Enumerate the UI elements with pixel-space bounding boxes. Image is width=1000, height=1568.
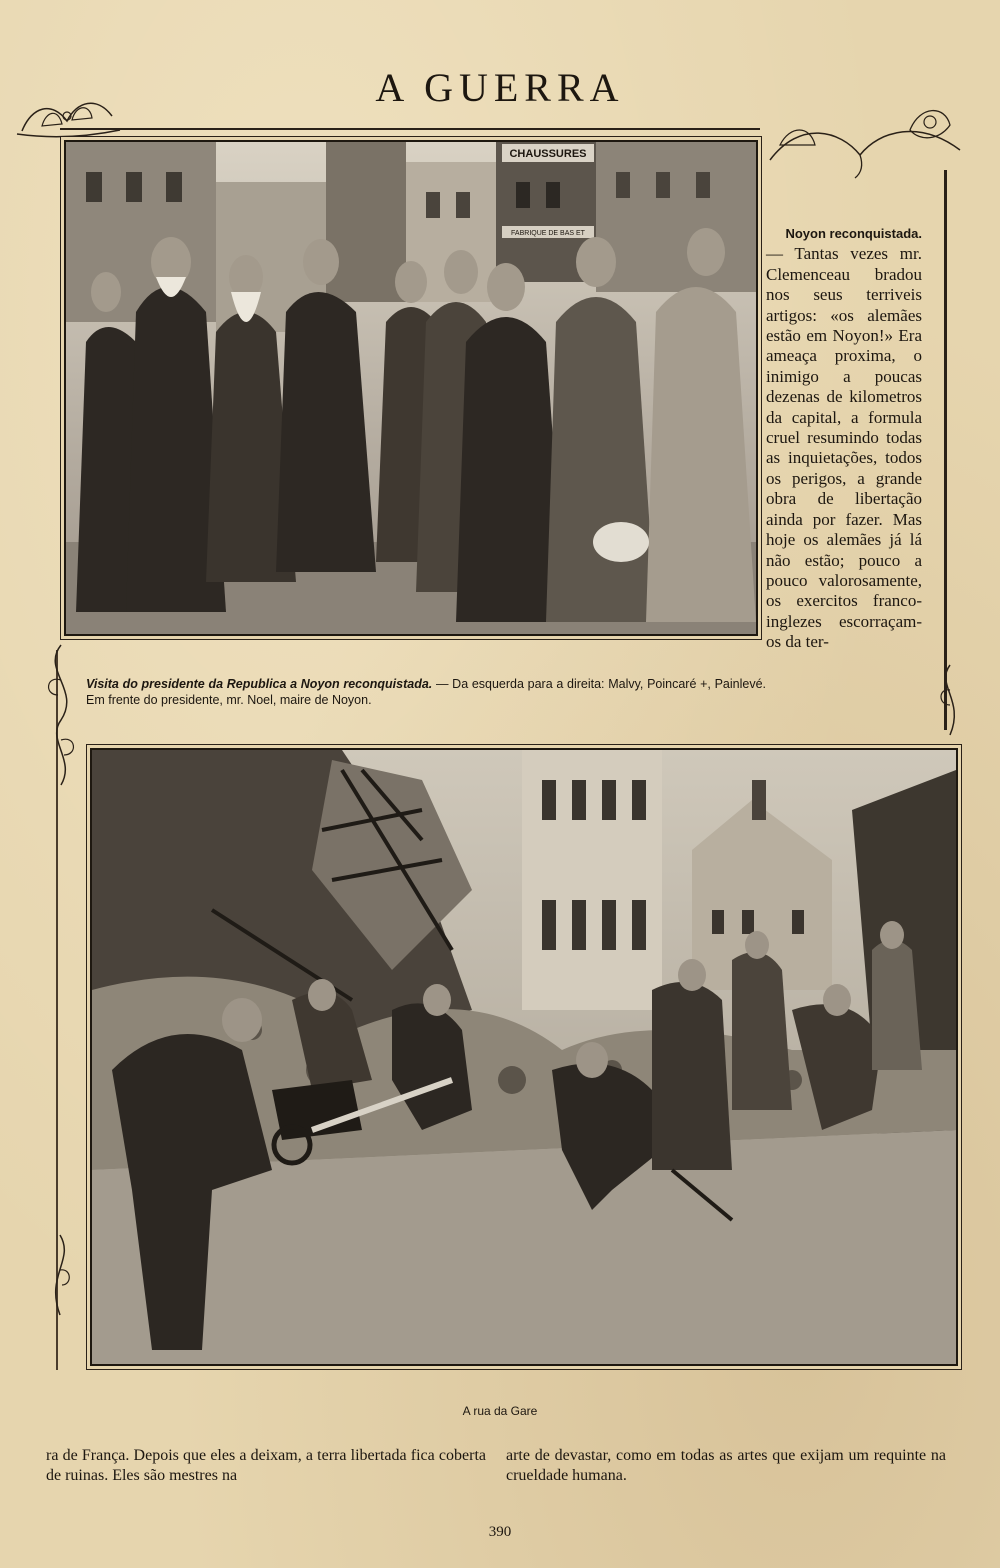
bottom-text-right: arte de devastar, como em todas as artes que exijam um requinte na crueldade humana. [506,1447,946,1484]
photo-rue-da-gare [90,748,958,1366]
photo-president-visit-illustration [66,142,756,634]
header-rule-left [60,128,760,130]
photo-top-caption-lead: Visita do presidente da Republica a Noyon reconquistada. [86,677,433,691]
photo-president-visit [64,140,758,636]
right-column-rule [944,170,947,730]
floral-ornament-left-mid [36,640,86,790]
masthead-title: A GUERRA [375,65,625,110]
floral-ornament-left [12,86,122,146]
shop-sign-chaussures: CHAUSSURES [509,148,587,160]
bottom-text-left: ra de França. Depois que eles a deixam, a terra libertada fica coberta de ruinas. Eles são mestres na [46,1447,486,1484]
floral-ornament-left-low [40,1230,80,1320]
photo-rue-da-gare-illustration [92,750,956,1364]
photo-top-caption-rest: — Da esquerda para a direita: Malvy, Poincaré +, Painlevé. Em frente do presidente, mr. Noel, maire de Noyon. [86,677,766,707]
page-number: 390 [488,1524,512,1540]
side-article-heading: Noyon reconquistada. [785,226,922,241]
shop-sign-fabrique: FABRIQUE DE BAS ET [511,230,585,237]
photo-bottom-caption: A rua da Gare [462,1404,538,1418]
photo-top-caption [86,676,766,708]
side-article [766,224,922,653]
floral-ornament-right [760,100,970,180]
floral-ornament-right-mid [930,660,970,740]
side-article-body: — Tantas vezes mr. Clemenceau bradou nos seus terriveis artigos: «os alemães estão em Noyon!» Era ameaça proxima, o inimigo a poucas dezenas de kilometros da capital, a formula cruel resumindo todas as inquietações, todos os perigos, a grande obra de libertação ainda por fazer. Mas hoje os alemães já lá não estão; pouco a pouco valorosamente, os exercitos franco-inglezes escorraçam-os da ter- [766,244,922,652]
